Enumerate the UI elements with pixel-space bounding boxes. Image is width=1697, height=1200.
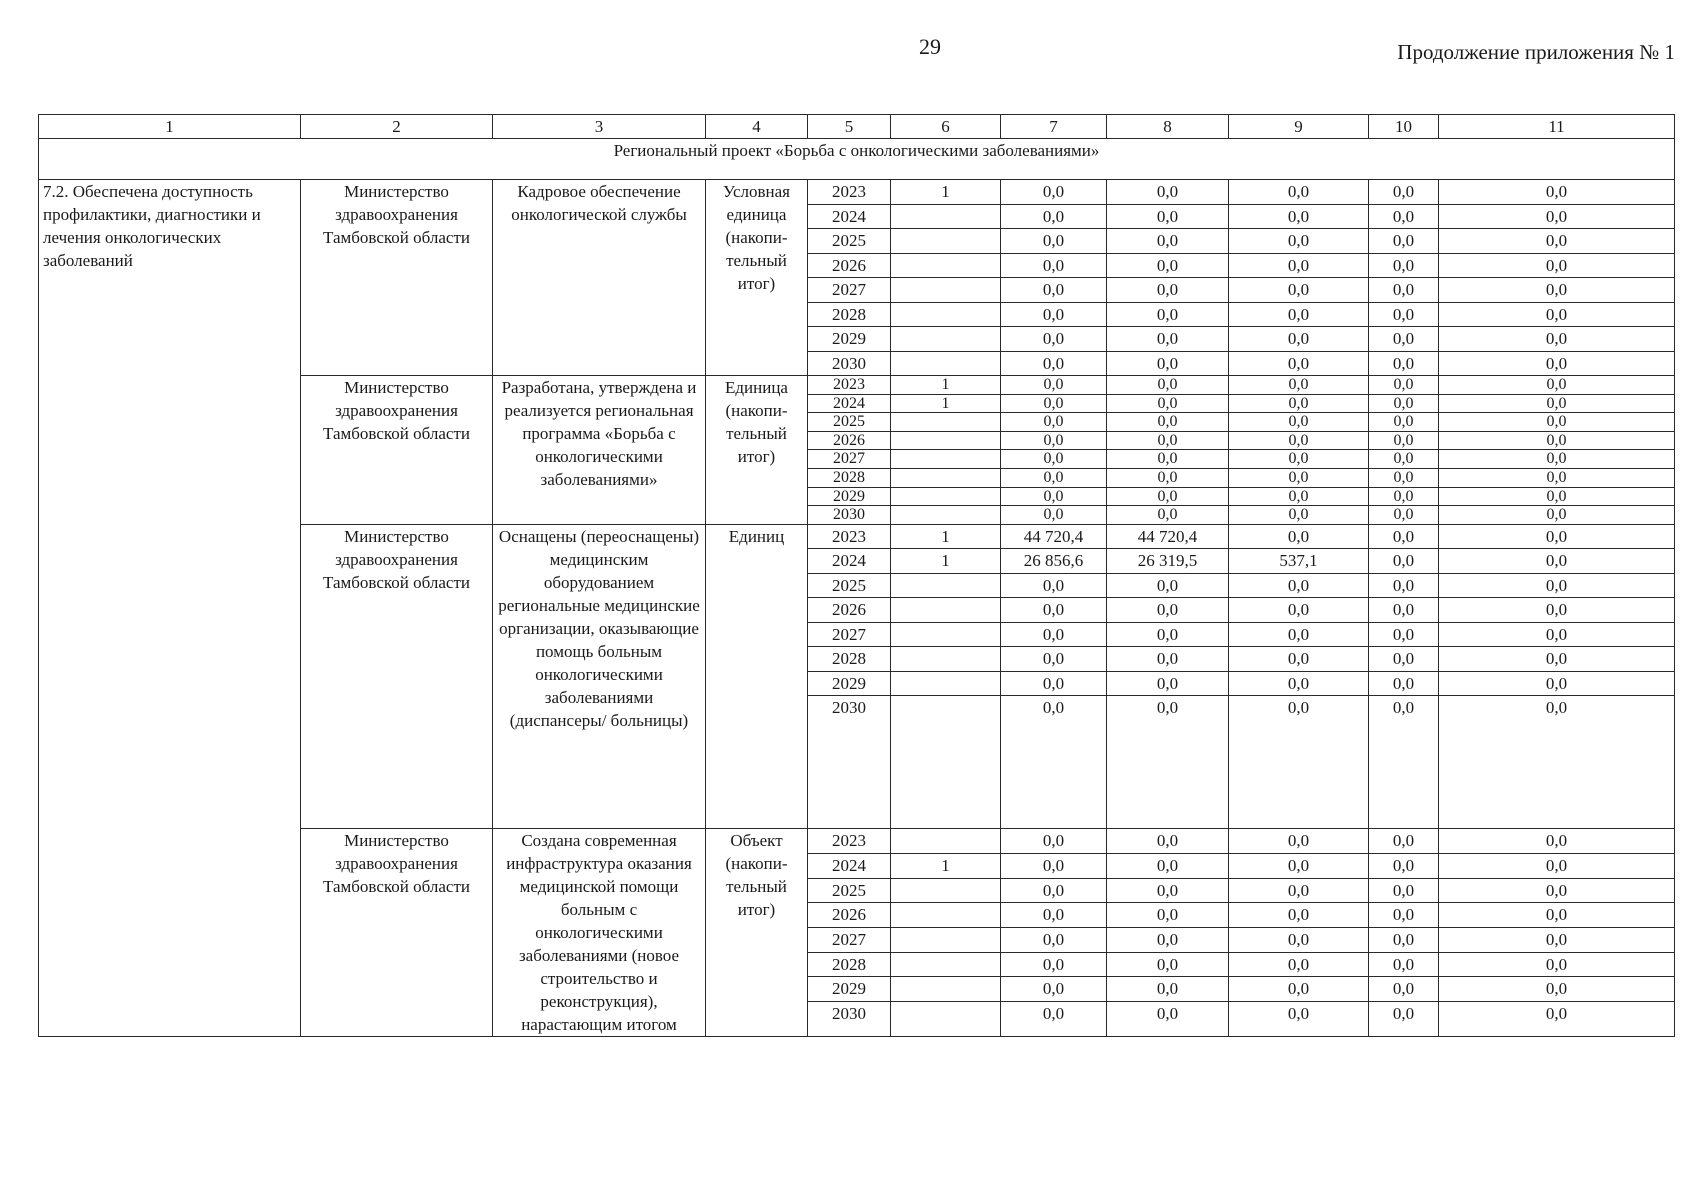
- value-cell: 1: [891, 853, 1001, 878]
- value-cell: [891, 878, 1001, 903]
- year-cell: 2028: [808, 952, 891, 977]
- value-cell: 0,0: [1001, 487, 1107, 506]
- column-number: 1: [39, 115, 301, 139]
- value-cell: [891, 351, 1001, 376]
- year-cell: 2024: [808, 394, 891, 413]
- value-cell: 0,0: [1369, 977, 1439, 1002]
- value-cell: 0,0: [1107, 413, 1229, 432]
- value-cell: 0,0: [1229, 450, 1369, 469]
- value-cell: 0,0: [1439, 351, 1675, 376]
- value-cell: 0,0: [1439, 622, 1675, 647]
- value-cell: 0,0: [1229, 376, 1369, 395]
- year-cell: 2026: [808, 903, 891, 928]
- value-cell: [891, 671, 1001, 696]
- value-cell: 0,0: [1439, 302, 1675, 327]
- value-cell: 26 319,5: [1107, 549, 1229, 574]
- value-cell: 0,0: [1107, 573, 1229, 598]
- year-cell: 2027: [808, 927, 891, 952]
- value-cell: 0,0: [1001, 671, 1107, 696]
- value-cell: 0,0: [1107, 1001, 1229, 1036]
- value-cell: 0,0: [1001, 351, 1107, 376]
- value-cell: 0,0: [1001, 878, 1107, 903]
- value-cell: 0,0: [1229, 853, 1369, 878]
- value-cell: 0,0: [1439, 278, 1675, 303]
- value-cell: 0,0: [1439, 853, 1675, 878]
- value-cell: 0,0: [1001, 204, 1107, 229]
- value-cell: 0,0: [1001, 696, 1107, 829]
- value-cell: 0,0: [1439, 468, 1675, 487]
- value-cell: 0,0: [1439, 413, 1675, 432]
- year-cell: 2025: [808, 413, 891, 432]
- value-cell: 0,0: [1439, 229, 1675, 254]
- value-cell: 0,0: [1439, 487, 1675, 506]
- value-cell: 0,0: [1229, 431, 1369, 450]
- value-cell: [891, 952, 1001, 977]
- year-cell: 2024: [808, 549, 891, 574]
- value-cell: 0,0: [1439, 204, 1675, 229]
- value-cell: 0,0: [1107, 903, 1229, 928]
- value-cell: 0,0: [1439, 878, 1675, 903]
- result-cell: Кадровое обеспечение онкологической службы: [493, 180, 706, 376]
- value-cell: 0,0: [1107, 253, 1229, 278]
- year-cell: 2030: [808, 351, 891, 376]
- year-cell: 2025: [808, 229, 891, 254]
- value-cell: 0,0: [1229, 696, 1369, 829]
- value-cell: [891, 468, 1001, 487]
- value-cell: 0,0: [1001, 229, 1107, 254]
- value-cell: 0,0: [1369, 468, 1439, 487]
- result-cell: Оснащены (переоснащены) медицинским оборудованием региональные медицинские организации, оказывающие помощь больным онкологическими заболеваниями (диспансеры/ больницы): [493, 524, 706, 829]
- year-cell: 2025: [808, 573, 891, 598]
- unit-cell: Условная единица (накопи-тельный итог): [706, 180, 808, 376]
- value-cell: 0,0: [1107, 927, 1229, 952]
- year-cell: 2029: [808, 977, 891, 1002]
- value-cell: 0,0: [1001, 450, 1107, 469]
- value-cell: 0,0: [1107, 394, 1229, 413]
- unit-cell: Единица (накопи-тельный итог): [706, 376, 808, 525]
- value-cell: 0,0: [1439, 253, 1675, 278]
- value-cell: 0,0: [1107, 468, 1229, 487]
- value-cell: 0,0: [1001, 927, 1107, 952]
- executor-cell: Министерство здравоохранения Тамбовской области: [301, 376, 493, 525]
- year-cell: 2023: [808, 829, 891, 854]
- value-cell: 0,0: [1107, 376, 1229, 395]
- column-number: 7: [1001, 115, 1107, 139]
- value-cell: 0,0: [1229, 878, 1369, 903]
- value-cell: [891, 927, 1001, 952]
- column-number: 2: [301, 115, 493, 139]
- value-cell: 0,0: [1369, 506, 1439, 525]
- value-cell: 0,0: [1001, 468, 1107, 487]
- value-cell: 0,0: [1439, 671, 1675, 696]
- value-cell: 0,0: [1229, 204, 1369, 229]
- value-cell: 0,0: [1107, 598, 1229, 623]
- value-cell: [891, 573, 1001, 598]
- goal-cell: 7.2. Обеспечена доступность профилактики, диагностики и лечения онкологических заболеваний: [39, 180, 301, 1037]
- value-cell: 0,0: [1229, 302, 1369, 327]
- value-cell: 0,0: [1369, 952, 1439, 977]
- value-cell: 0,0: [1001, 376, 1107, 395]
- value-cell: 0,0: [1369, 671, 1439, 696]
- year-cell: 2027: [808, 278, 891, 303]
- value-cell: 0,0: [1369, 524, 1439, 549]
- value-cell: 0,0: [1107, 431, 1229, 450]
- value-cell: [891, 487, 1001, 506]
- value-cell: 0,0: [1107, 952, 1229, 977]
- value-cell: 0,0: [1439, 696, 1675, 829]
- value-cell: 0,0: [1001, 829, 1107, 854]
- value-cell: 0,0: [1369, 229, 1439, 254]
- value-cell: 0,0: [1369, 450, 1439, 469]
- value-cell: [891, 903, 1001, 928]
- value-cell: 1: [891, 549, 1001, 574]
- value-cell: [891, 1001, 1001, 1036]
- value-cell: 0,0: [1001, 598, 1107, 623]
- unit-cell: Объект (накопи-тельный итог): [706, 829, 808, 1037]
- value-cell: 0,0: [1369, 853, 1439, 878]
- year-cell: 2030: [808, 1001, 891, 1036]
- value-cell: 0,0: [1229, 952, 1369, 977]
- value-cell: 26 856,6: [1001, 549, 1107, 574]
- value-cell: 0,0: [1001, 431, 1107, 450]
- value-cell: 0,0: [1229, 278, 1369, 303]
- value-cell: 0,0: [1001, 302, 1107, 327]
- value-cell: 0,0: [1107, 977, 1229, 1002]
- value-cell: 0,0: [1439, 506, 1675, 525]
- value-cell: 0,0: [1439, 549, 1675, 574]
- year-cell: 2023: [808, 524, 891, 549]
- budget-table: [38, 114, 1675, 1037]
- value-cell: 0,0: [1439, 450, 1675, 469]
- value-cell: 0,0: [1001, 622, 1107, 647]
- value-cell: 0,0: [1369, 253, 1439, 278]
- value-cell: 0,0: [1229, 573, 1369, 598]
- value-cell: 0,0: [1369, 394, 1439, 413]
- column-number: 8: [1107, 115, 1229, 139]
- value-cell: 0,0: [1439, 327, 1675, 352]
- value-cell: [891, 450, 1001, 469]
- value-cell: 0,0: [1369, 647, 1439, 672]
- year-cell: 2026: [808, 598, 891, 623]
- value-cell: 0,0: [1001, 413, 1107, 432]
- value-cell: [891, 431, 1001, 450]
- value-cell: 0,0: [1107, 487, 1229, 506]
- value-cell: 0,0: [1439, 573, 1675, 598]
- year-cell: 2028: [808, 647, 891, 672]
- value-cell: 0,0: [1369, 927, 1439, 952]
- result-cell: Создана современная инфраструктура оказания медицинской помощи больным с онкологическими заболеваниями (новое строительство и реконструкция), нарастающим итогом: [493, 829, 706, 1037]
- unit-cell: Единиц: [706, 524, 808, 829]
- value-cell: 0,0: [1229, 413, 1369, 432]
- project-title-row: [39, 139, 1675, 180]
- value-cell: 0,0: [1229, 253, 1369, 278]
- value-cell: 0,0: [1107, 696, 1229, 829]
- value-cell: 0,0: [1229, 180, 1369, 205]
- column-number: 9: [1229, 115, 1369, 139]
- value-cell: 0,0: [1229, 229, 1369, 254]
- value-cell: 0,0: [1369, 376, 1439, 395]
- year-cell: 2027: [808, 622, 891, 647]
- value-cell: 0,0: [1369, 204, 1439, 229]
- column-number: 3: [493, 115, 706, 139]
- value-cell: 0,0: [1001, 903, 1107, 928]
- value-cell: 0,0: [1229, 903, 1369, 928]
- value-cell: [891, 977, 1001, 1002]
- appendix-continuation-label: Продолжение приложения № 1: [1397, 40, 1675, 64]
- value-cell: 0,0: [1229, 647, 1369, 672]
- value-cell: 0,0: [1369, 351, 1439, 376]
- value-cell: [891, 302, 1001, 327]
- value-cell: 0,0: [1369, 413, 1439, 432]
- year-cell: 2029: [808, 487, 891, 506]
- value-cell: 0,0: [1369, 696, 1439, 829]
- value-cell: 0,0: [1001, 853, 1107, 878]
- value-cell: 0,0: [1001, 180, 1107, 205]
- value-cell: 0,0: [1107, 180, 1229, 205]
- column-number: 10: [1369, 115, 1439, 139]
- executor-cell: Министерство здравоохранения Тамбовской области: [301, 180, 493, 376]
- value-cell: 0,0: [1001, 394, 1107, 413]
- value-cell: 0,0: [1107, 327, 1229, 352]
- value-cell: 0,0: [1229, 829, 1369, 854]
- value-cell: 0,0: [1439, 927, 1675, 952]
- year-cell: 2028: [808, 468, 891, 487]
- value-cell: 0,0: [1439, 431, 1675, 450]
- value-cell: 0,0: [1229, 487, 1369, 506]
- value-cell: 0,0: [1107, 878, 1229, 903]
- value-cell: 0,0: [1229, 524, 1369, 549]
- value-cell: 0,0: [1229, 394, 1369, 413]
- year-cell: 2023: [808, 180, 891, 205]
- value-cell: 0,0: [1369, 302, 1439, 327]
- value-cell: 0,0: [1229, 506, 1369, 525]
- year-cell: 2025: [808, 878, 891, 903]
- value-cell: [891, 229, 1001, 254]
- page-number: 29: [919, 34, 941, 59]
- value-cell: 0,0: [1369, 878, 1439, 903]
- value-cell: 0,0: [1107, 671, 1229, 696]
- value-cell: [891, 506, 1001, 525]
- value-cell: 0,0: [1229, 927, 1369, 952]
- year-cell: 2029: [808, 327, 891, 352]
- value-cell: 0,0: [1369, 327, 1439, 352]
- column-number: 6: [891, 115, 1001, 139]
- year-cell: 2030: [808, 696, 891, 829]
- table-row: [39, 180, 1675, 205]
- year-cell: 2028: [808, 302, 891, 327]
- value-cell: 0,0: [1107, 450, 1229, 469]
- value-cell: 0,0: [1439, 524, 1675, 549]
- value-cell: 0,0: [1439, 829, 1675, 854]
- value-cell: 0,0: [1439, 903, 1675, 928]
- value-cell: 44 720,4: [1001, 524, 1107, 549]
- value-cell: 0,0: [1001, 253, 1107, 278]
- value-cell: 44 720,4: [1107, 524, 1229, 549]
- value-cell: 0,0: [1107, 229, 1229, 254]
- value-cell: 0,0: [1229, 622, 1369, 647]
- value-cell: 0,0: [1369, 829, 1439, 854]
- value-cell: 0,0: [1107, 204, 1229, 229]
- year-cell: 2030: [808, 506, 891, 525]
- value-cell: 0,0: [1369, 622, 1439, 647]
- value-cell: 1: [891, 394, 1001, 413]
- value-cell: 0,0: [1369, 1001, 1439, 1036]
- year-cell: 2027: [808, 450, 891, 469]
- value-cell: 0,0: [1107, 351, 1229, 376]
- executor-cell: Министерство здравоохранения Тамбовской области: [301, 524, 493, 829]
- value-cell: 0,0: [1439, 180, 1675, 205]
- value-cell: 0,0: [1369, 431, 1439, 450]
- value-cell: 0,0: [1229, 468, 1369, 487]
- column-number: 4: [706, 115, 808, 139]
- value-cell: [891, 647, 1001, 672]
- value-cell: 0,0: [1107, 853, 1229, 878]
- value-cell: [891, 598, 1001, 623]
- value-cell: 0,0: [1439, 952, 1675, 977]
- value-cell: 1: [891, 376, 1001, 395]
- value-cell: 1: [891, 180, 1001, 205]
- value-cell: 0,0: [1001, 1001, 1107, 1036]
- value-cell: 0,0: [1001, 278, 1107, 303]
- column-number: 5: [808, 115, 891, 139]
- value-cell: 0,0: [1001, 977, 1107, 1002]
- value-cell: 0,0: [1229, 598, 1369, 623]
- value-cell: 537,1: [1229, 549, 1369, 574]
- value-cell: 0,0: [1369, 573, 1439, 598]
- year-cell: 2026: [808, 253, 891, 278]
- executor-cell: Министерство здравоохранения Тамбовской области: [301, 829, 493, 1037]
- value-cell: 0,0: [1439, 598, 1675, 623]
- result-cell: Разработана, утверждена и реализуется региональная программа «Борьба с онкологическими заболеваниями»: [493, 376, 706, 525]
- year-cell: 2029: [808, 671, 891, 696]
- value-cell: 0,0: [1369, 903, 1439, 928]
- value-cell: 0,0: [1107, 829, 1229, 854]
- value-cell: 0,0: [1107, 647, 1229, 672]
- value-cell: [891, 204, 1001, 229]
- value-cell: 0,0: [1369, 549, 1439, 574]
- value-cell: 0,0: [1369, 278, 1439, 303]
- value-cell: 0,0: [1107, 506, 1229, 525]
- value-cell: 0,0: [1229, 327, 1369, 352]
- value-cell: [891, 413, 1001, 432]
- table-body: [39, 115, 1675, 1037]
- value-cell: [891, 622, 1001, 647]
- value-cell: 0,0: [1439, 376, 1675, 395]
- column-number-row: [39, 115, 1675, 139]
- value-cell: 0,0: [1229, 977, 1369, 1002]
- project-title: Региональный проект «Борьба с онкологическими заболеваниями»: [39, 139, 1675, 180]
- value-cell: 0,0: [1229, 1001, 1369, 1036]
- value-cell: 0,0: [1369, 180, 1439, 205]
- value-cell: [891, 253, 1001, 278]
- value-cell: 0,0: [1439, 977, 1675, 1002]
- year-cell: 2023: [808, 376, 891, 395]
- value-cell: 0,0: [1369, 487, 1439, 506]
- value-cell: 0,0: [1229, 671, 1369, 696]
- year-cell: 2026: [808, 431, 891, 450]
- value-cell: 0,0: [1001, 327, 1107, 352]
- value-cell: 0,0: [1107, 278, 1229, 303]
- column-number: 11: [1439, 115, 1675, 139]
- value-cell: 0,0: [1107, 302, 1229, 327]
- value-cell: 0,0: [1369, 598, 1439, 623]
- value-cell: 0,0: [1001, 647, 1107, 672]
- value-cell: 0,0: [1001, 573, 1107, 598]
- value-cell: 0,0: [1001, 952, 1107, 977]
- value-cell: 0,0: [1439, 1001, 1675, 1036]
- value-cell: [891, 829, 1001, 854]
- value-cell: 0,0: [1229, 351, 1369, 376]
- value-cell: [891, 327, 1001, 352]
- value-cell: [891, 696, 1001, 829]
- value-cell: 0,0: [1439, 394, 1675, 413]
- value-cell: [891, 278, 1001, 303]
- value-cell: 0,0: [1001, 506, 1107, 525]
- value-cell: 0,0: [1439, 647, 1675, 672]
- year-cell: 2024: [808, 204, 891, 229]
- value-cell: 0,0: [1107, 622, 1229, 647]
- year-cell: 2024: [808, 853, 891, 878]
- value-cell: 1: [891, 524, 1001, 549]
